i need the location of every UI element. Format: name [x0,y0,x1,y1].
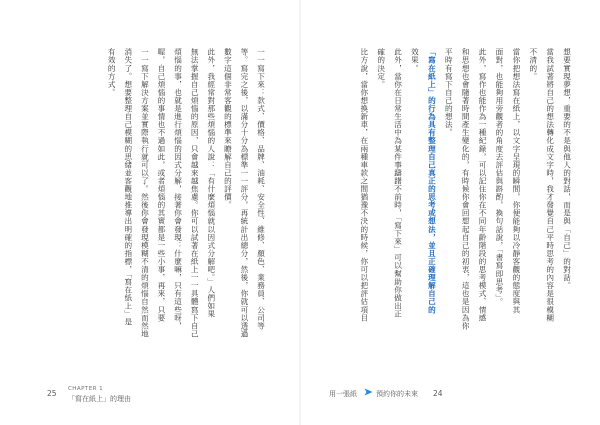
text-column: 一一寫下解決方案並實際執行就可以了。然後你會發現模糊不清的煩惱自然而然地 [140,48,150,338]
text-column: 等。寫完之後，以滿分十分為標準一一評分，再統計出總分，然後，你就可以透過 [239,48,249,338]
highlighted-sentence-column: 「寫在紙上」的行為具有整理自己真正的思考或想法，並且正確理解自己的 [427,48,437,314]
text-column: 不清的。 [528,48,538,81]
text-column: 效果。 [410,48,420,73]
text-column: 平時有寫下自己的想法。 [444,48,454,137]
text-column: 面對，也能夠用旁觀者的角度去評估與斟酌，換句話說，「書寫即思考」。 [494,48,504,307]
text-column: 喔，自己煩惱的事情也不過如此，或者煩惱的其實都是一些小事，再來，只要 [156,48,166,322]
text-column: 當我試著將自己的想法轉化成文字時，我才發覺自己平時思考的內容是很模糊 [545,48,555,322]
text-column: 想要實現夢想，重要的不是與他人的對話，而是與「自己」的對話。 [562,48,572,290]
chapter-label: CHAPTER 1 [68,386,104,392]
text-column: 此外，當你在日常生活中為某件事躊躇不前時，「寫下來」可以幫助你做出正 [393,48,403,318]
text-column: 煩惱的事，也就是進行煩惱的因式分解，接著你會發現：什麼嘛，只有這些呀， [173,48,183,330]
blue-flag-icon [364,388,373,396]
book-title-part1: 用一張紙 [329,390,357,398]
text-column: 此外，我經常對那些煩惱的人說：「有什麼煩惱就以因式分解吧。」人們如果 [206,48,216,318]
text-column: 此外，寫作也能作為一種紀錄，可以記住你在不同年齡階段的思考模式、情感 [478,48,488,322]
book-title-part2: 預約你的未來 [376,390,418,398]
text-column: 數字這個非常客觀的標準來瞭解自己的評價。 [223,48,233,209]
chapter-title: 「寫在紙上」的理由 [68,395,131,403]
text-column: 有效的方式。 [107,48,117,97]
text-column: 比方說，當你想換新車，在兩種車款之間猶豫不決的時候，你可以把評估項目 [359,48,369,322]
left-page-number: 25 [47,389,57,398]
text-column: 和思想也會隨著時間產生變化的，有時候你會回想起自己的初衷，這也是因為你 [461,48,471,330]
text-column: 消失了。想要整理自己模糊的思緒並客觀地推導出明確的指標，「寫在紙上」是 [123,48,133,326]
right-page-number: 24 [433,389,443,398]
right-page [300,0,600,425]
text-column: 一一寫下來：款式、價格、品牌、油耗、安全性、維修、顏色、業務員、公司等 [256,48,266,330]
text-column: 確的決定。 [376,48,386,89]
text-column: 當你把想法寫在紙上，以文字呈現的瞬間，你便能夠以冷靜客觀的態度與其 [511,48,521,314]
text-column: 無法掌握自己煩惱的原因，只會越來越焦慮。你可以試著在紙上一一具體寫下自己 [190,48,200,338]
